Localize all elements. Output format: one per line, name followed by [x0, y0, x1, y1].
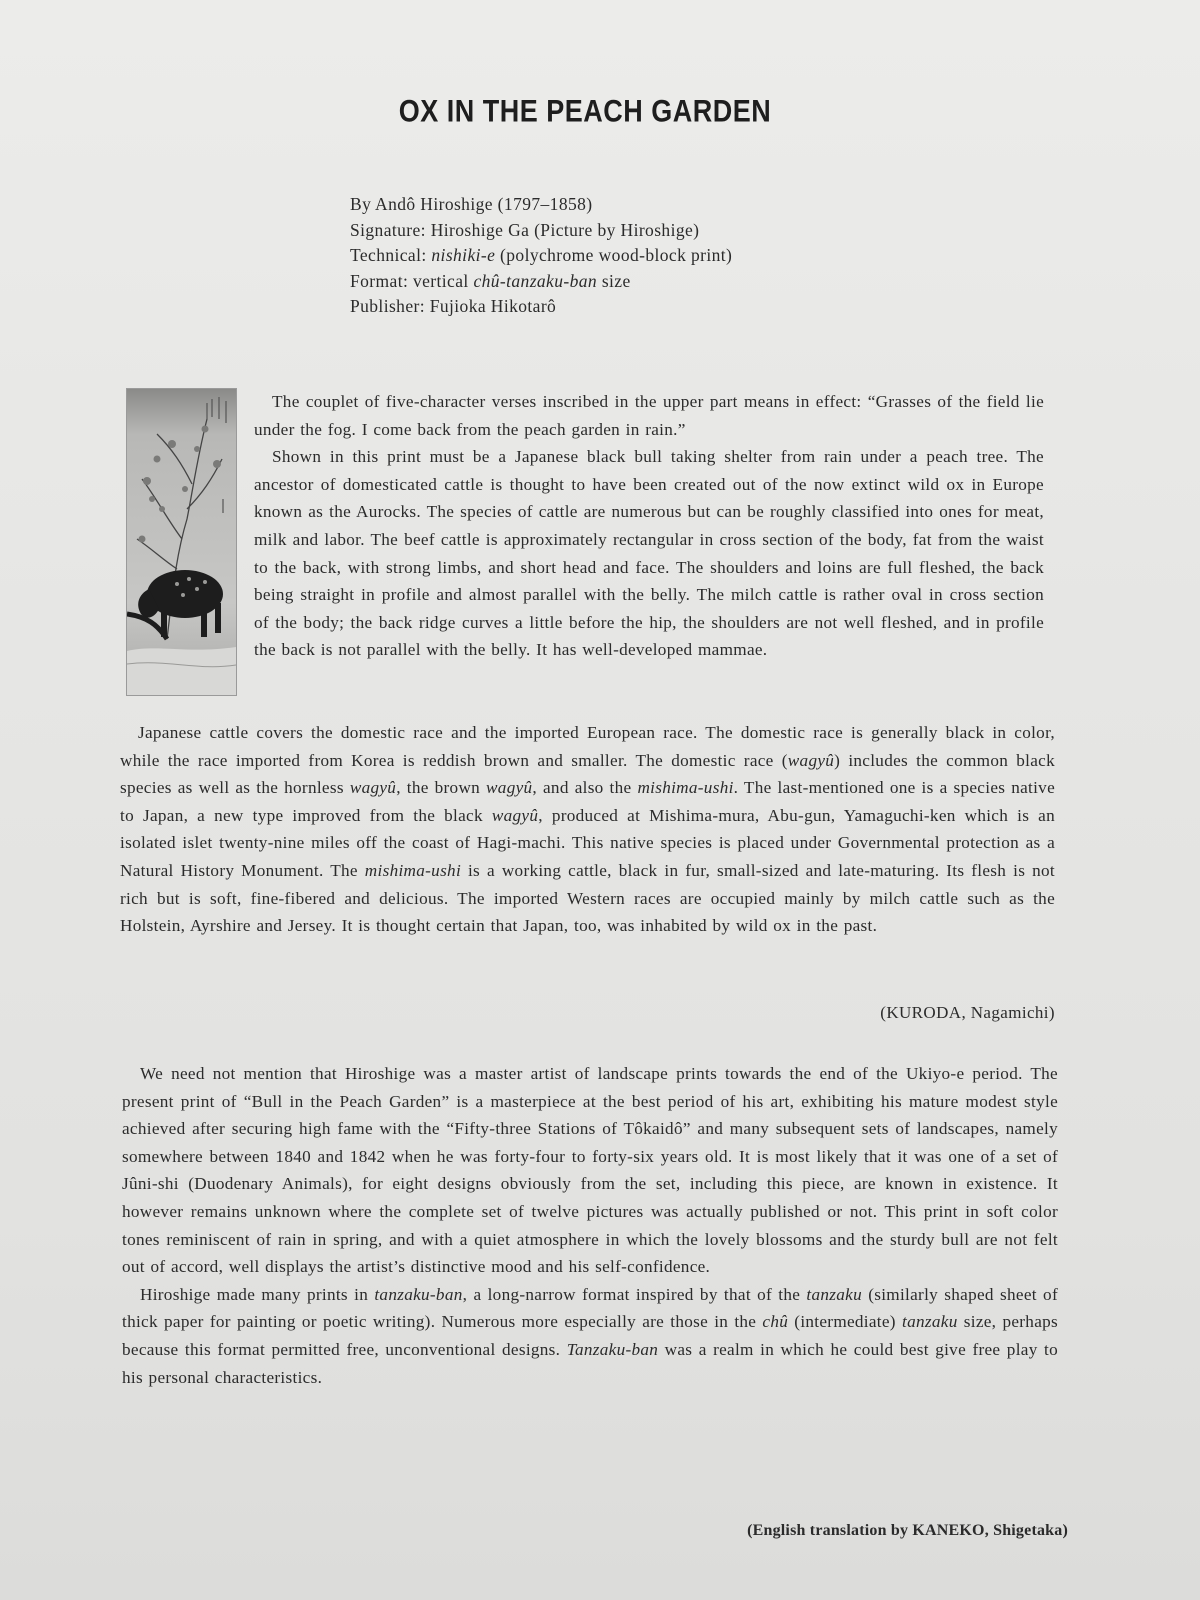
- translator-credit: (English translation by KANEKO, Shigetaka): [747, 1522, 1068, 1539]
- tanzaku-paragraph: Hiroshige made many prints in tanzaku-ban, a long-narrow format inspired by that of the tanzaku (similarly shaped sheet of thick paper for painting or poetic writing). Numerous more especially are those in the chû (intermediate) tanzaku size, perhaps because this format permitted free, unconventional designs. Tanzaku-ban was a realm in which he could best give free play to his personal characteristics.: [122, 1284, 1058, 1387]
- japanese-cattle-paragraph: Japanese cattle covers the domestic race and the imported European race. The domestic race is generally black in color, while the race imported from Korea is reddish brown and smaller. The domestic race (wagyû) includes the common black species as well as the hornless wagyû, the brown wagyû, and also the mishima-ushi. The last-mentioned one is a species native to Japan, a new type improved from the black wagyû, produced at Mishima-mura, Abu-gun, Yamaguchi-ken which is an isolated islet twenty-nine miles off the coast of Hagi-machi. This native species is placed under Governmental protection as a Natural History Monument. The mishima-ushi is a working cattle, black in fur, small-sized and late-maturing. Its flesh is not rich but is soft, fine-fibered and delicious. The imported Western races are occupied mainly by milch cattle such as the Holstein, Ayrshire and Jersey. It is thought certain that Japan, too, was inhabited by wild ox in the past.: [120, 723, 1056, 936]
- verse-paragraph: The couplet of five-character verses inscribed in the upper part means in effect: “Grasses of the field lie under the fog. I come back from the peach garden in rain.”: [254, 392, 1044, 439]
- print-metadata: [350, 192, 732, 320]
- bull-paragraph: Shown in this print must be a Japanese black bull taking shelter from rain under a peach tree. The ancestor of domesticated cattle is thought to have been created out of the now extinct wild ox in Europe known as the Aurocks. The species of cattle are numerous but can be roughly classified into ones for meat, milk and labor. The beef cattle is approximately rectangular in cross section of the body, fat from the waist to the back, with strong limbs, and short head and face. The shoulders and loins are full fleshed, the back being straight in profile and almost parallel with the belly. The milch cattle is rather oval in cross section of the body; the back ridge curves a little before the hip, the shoulders are not well fleshed, and in profile the back is not parallel with the belly. It has well-developed mammae.: [254, 447, 1044, 660]
- description-with-image: [254, 388, 1044, 664]
- hiroshige-paragraph: We need not mention that Hiroshige was a master artist of landscape prints towards the end of the Ukiyo-e period. The present print of “Bull in the Peach Garden” is a masterpiece at the best period of his art, exhibiting his mature modest style achieved after securing high fame with the “Fifty-three Stations of Tôkaidô” and many subsequent sets of landscapes, namely somewhere between 1840 and 1842 when he was forty-four to forty-six years old. It is most likely that it was one of a set of Jûni-shi (Duodenary Animals), for eight designs obviously from the set, including this piece, are known in existence. It however remains unknown where the complete set of twelve pictures was actually published or not. This print in soft color tones reminiscent of rain in spring, and with a quiet atmosphere in which the lovely blossoms and the sturdy bull are not felt out of accord, well displays the artist’s distinctive mood and his self-confidence.: [122, 1064, 1058, 1277]
- meta-publisher: Publisher: Fujioka Hikotarô: [350, 296, 557, 316]
- cattle-section: [120, 719, 1055, 940]
- page-title: OX IN THE PEACH GARDEN: [398, 93, 772, 129]
- art-history-section: [122, 1060, 1058, 1391]
- meta-signature: Signature: Hiroshige Ga (Picture by Hiroshige): [350, 219, 700, 240]
- print-thumbnail-image: [126, 388, 237, 696]
- meta-format: Format: vertical chû-tanzaku-ban size: [350, 270, 631, 291]
- meta-technical: Technical: nishiki-e (polychrome wood-block print): [350, 245, 733, 265]
- section-author: (KURODA, Nagamichi): [880, 1003, 1055, 1022]
- meta-author: By Andô Hiroshige (1797–1858): [350, 194, 593, 214]
